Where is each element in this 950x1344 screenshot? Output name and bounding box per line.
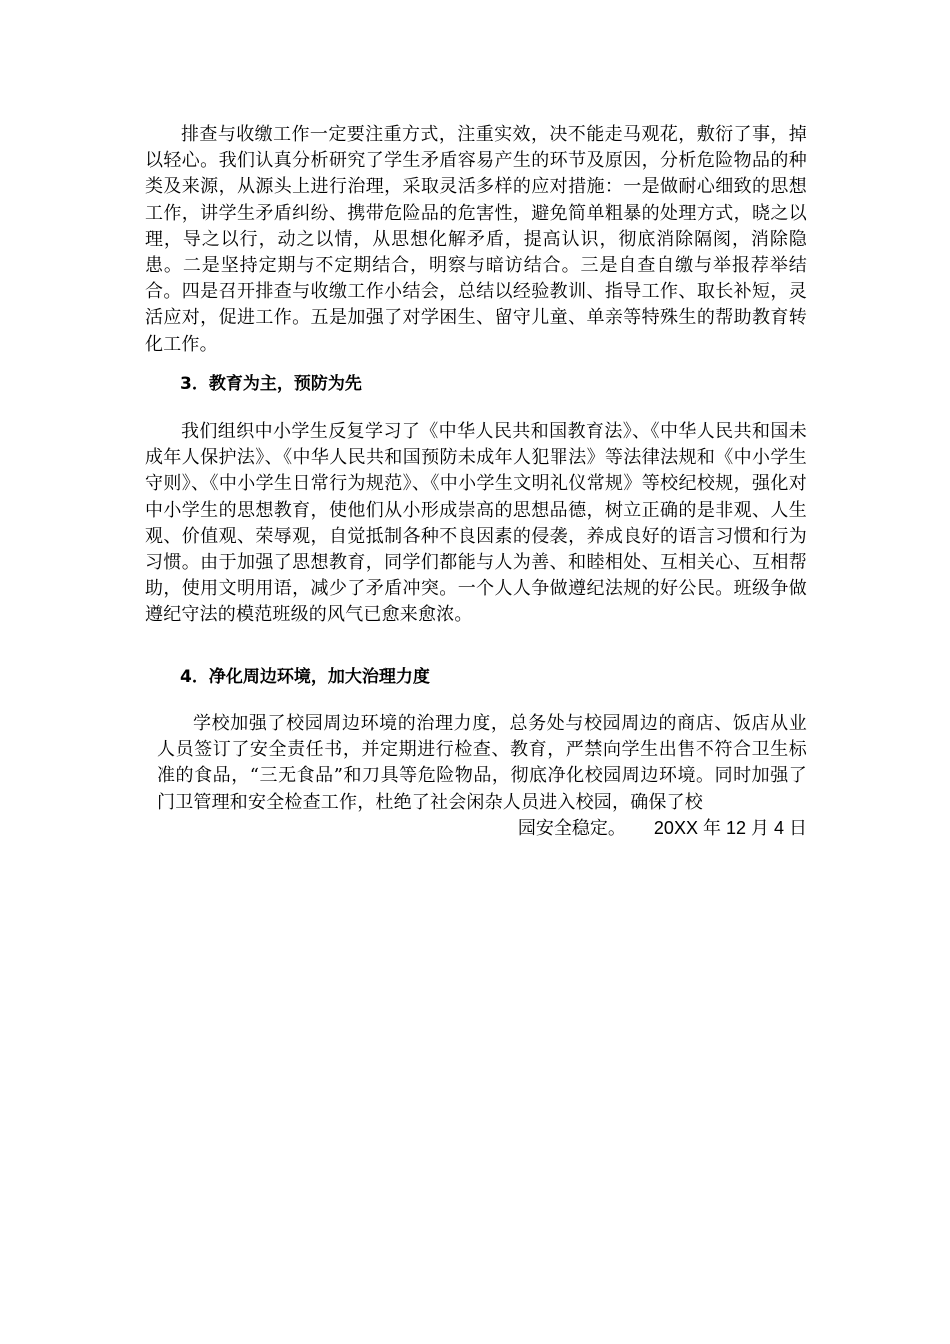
closing-text: 园安全稳定。 <box>517 818 626 839</box>
body-paragraph: 排查与收缴工作一定要注重方式，注重实效，决不能走马观花，敷衍了事，掉以轻心。我们认真分析研究了学生矛盾容易产生的环节及原因，分析危险物品的种类及来源，从源头上进行治理，采取灵活多样的应对措施：一是做耐心细致的思想工作，讲学生矛盾纠纷、携带危险品的危害性，避免简单粗暴的处理方式，晓之以理，导之以行，动之以情，从思想化解矛盾，提高认识，彻底消除隔阂，消除隐患。二是坚持定期与不定期结合，明察与暗访结合。三是自查自缴与举报荐举结合。四是召开排查与收缴工作小结会，总结以经验教训、指导工作、取长补短，灵活应对，促进工作。五是加强了对学困生、留守儿童、单亲等特殊生的帮助教育转化工作。 <box>145 124 807 355</box>
body-paragraph: 学校加强了校园周边环境的治理力度，总务处与校园周边的商店、饭店从业人员签订了安全责任书，并定期进行检查、教育，严禁向学生出售不符合卫生标准的食品，“三无食品”和刀具等危险物品，彻底净化校园周边环境。同时加强了门卫管理和安全检查工作，杜绝了社会闲杂人员进入校园，确保了校 <box>157 713 807 813</box>
section-heading: 3．教育为主，预防为先 <box>180 374 362 394</box>
section-heading: 4．净化周边环境，加大治理力度 <box>180 667 430 687</box>
closing-line <box>518 815 807 842</box>
document-date: 20XX 年 12 月 4 日 <box>653 818 807 838</box>
body-paragraph: 我们组织中小学生反复学习了《中华人民共和国教育法》、《中华人民共和国未成年人保护法》、《中华人民共和国预防未成年人犯罪法》等法律法规和《中小学生守则》、《中小学生日常行为规范》、《中小学生文明礼仪常规》等校纪校规，强化对中小学生的思想教育，使他们从小形成崇高的思想品德，树立正确的是非观、人生观、价值观、荣辱观，自觉抵制各种不良因素的侵袭，养成良好的语言习惯和行为习惯。由于加强了思想教育，同学们都能与人为善、和睦相处、互相关心、互相帮助，使用文明用语，减少了矛盾冲突。一个人人争做遵纪法规的好公民。班级争做遵纪守法的模范班级的风气已愈来愈浓。 <box>145 421 807 626</box>
